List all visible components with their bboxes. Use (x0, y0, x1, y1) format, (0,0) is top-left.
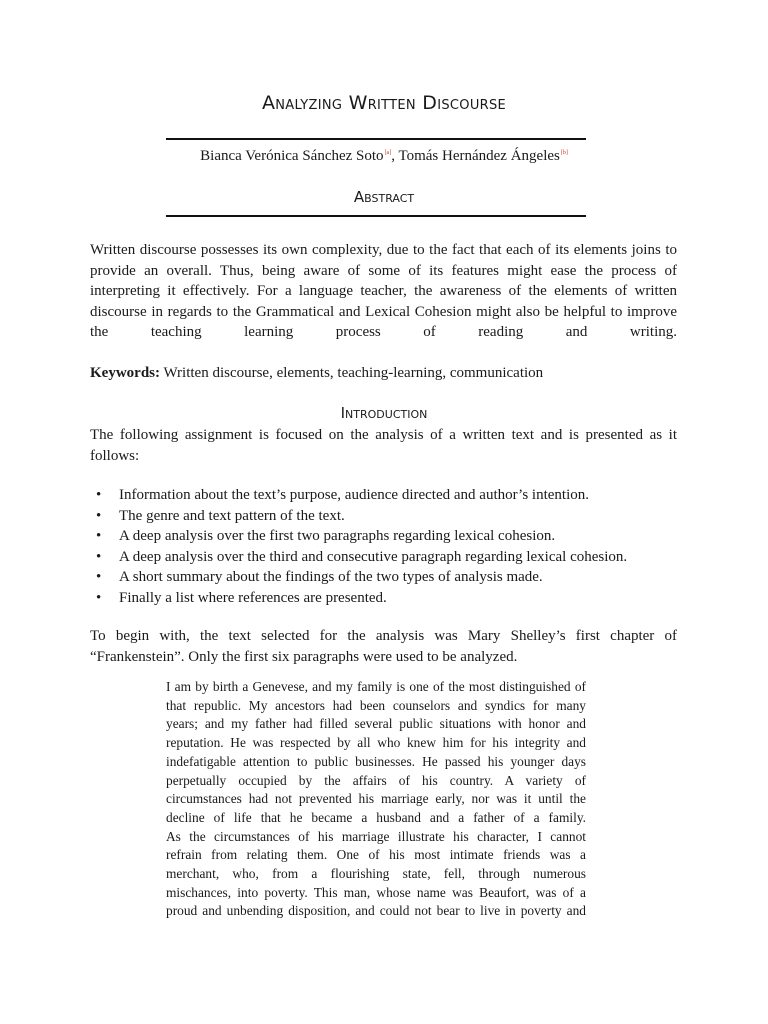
excerpt-line: mischances, into poverty. This man, whose name was Beaufort, was of a (166, 884, 586, 900)
paper-title: Analyzing Written Discourse (261, 92, 507, 114)
list-item: • A deep analysis over the third and consecutive paragraph regarding lexical cohesion. (90, 547, 690, 568)
list-item: • The genre and text pattern of the text. (90, 506, 690, 527)
list-item: • Finally a list where references are presented. (90, 588, 690, 609)
excerpt-line: indefatigable attention to public businesses. He passed his younger days (166, 753, 586, 769)
excerpt-line: that republic. My ancestors had been counselors and syndics for many (166, 697, 586, 713)
excerpt-line: I am by birth a Genevese, and my family is one of the most distinguished of (166, 679, 586, 694)
author-1-note[interactable]: [a] (384, 150, 392, 156)
abstract-text: Written discourse possesses its own complexity, due to the fact that each of its elements joins to provide an overall. Thus, being aware of some of its features might ease the process of interpreting it effectively. For a language teacher, the awareness of the elements of written discourse in regards to the Grammatical and Lexical Cohesion might also be helpful to improve the teaching learning process of reading and writing. (90, 242, 677, 341)
analysis-intro-text: To begin with, the text selected for the analysis was Mary Shelley’s first chapter of “Frankenstein”. Only the first six paragraphs were used to be analyzed. (90, 628, 677, 665)
keywords-label: Keywords: (90, 365, 160, 381)
excerpt-line: merchant, who, from a flourishing state, fell, through numerous (166, 866, 586, 882)
excerpt-line: perpetually occupied by the affairs of his country. A variety of (166, 772, 586, 788)
excerpt-line: refrain from relating them. One of his most intimate friends was a (166, 847, 586, 863)
list-item: • Information about the text’s purpose, audience directed and author’s intention. (90, 485, 690, 506)
author-line (0, 148, 768, 165)
excerpt-line: As the circumstances of his marriage illustrate his character, I cannot (166, 828, 586, 844)
abstract-divider (166, 215, 586, 217)
title-divider-top (166, 138, 586, 140)
excerpt-line: circumstances had not prevented his marriage early, nor was it until the (166, 791, 586, 807)
excerpt-line: decline of life that he became a husband and a father of a family. (166, 809, 586, 825)
excerpt-line: proud and unbending disposition, and could not bear to live in poverty and (166, 903, 586, 919)
list-item: • A deep analysis over the first two paragraphs regarding lexical cohesion. (90, 526, 690, 547)
keywords-line (90, 363, 677, 384)
keywords-text: Written discourse, elements, teaching-learning, communication (160, 365, 544, 381)
list-item: • A short summary about the findings of the two types of analysis made. (90, 567, 690, 588)
excerpt-line: years; and my father had filled several public situations with honor and (166, 716, 586, 732)
author-2-note[interactable]: [b] (560, 150, 568, 156)
excerpt-line: reputation. He was respected by all who knew him for his integrity and (166, 735, 586, 751)
frankenstein-excerpt (166, 678, 586, 921)
abstract-heading: Abstract (353, 188, 415, 206)
author-2: , Tomás Hernández Ángeles (391, 148, 560, 164)
introduction-list (90, 485, 690, 609)
author-1: Bianca Verónica Sánchez Soto (200, 148, 384, 164)
introduction-text: The following assignment is focused on the analysis of a written text and is presented as it follows: (90, 427, 677, 464)
introduction-heading: Introduction (340, 404, 428, 422)
